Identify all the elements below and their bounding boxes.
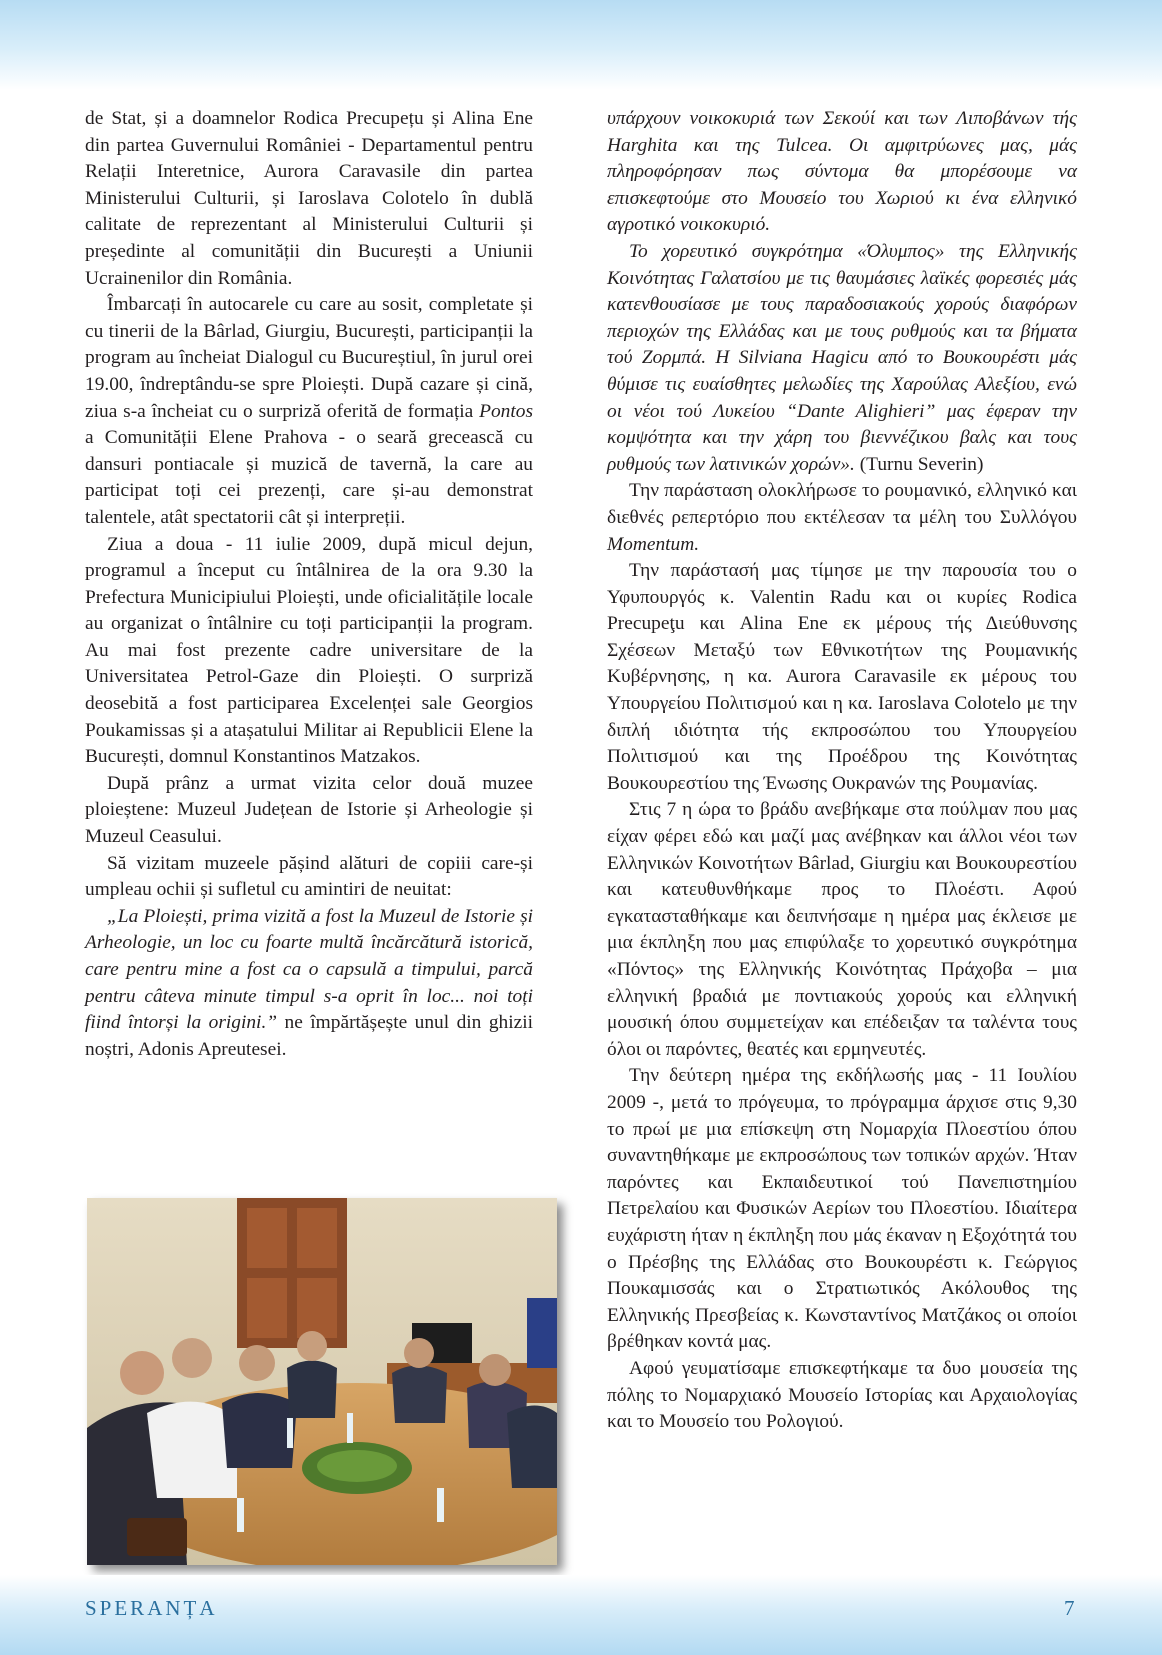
- magazine-title: SPERANȚA: [85, 1596, 218, 1620]
- paragraph: Ziua a doua - 11 iulie 2009, după micul dejun, programul a început cu întâlnirea de la ora 9.30 la Prefectura Municipiului Ploiești, unde oficialitățile locale au organizat o întâlnire cu toți participanții la program. Au mai fost prezente cadre universitare de la Universitatea Petrol-Gaze din Ploiești. O surpriză deosebită a fost participarea Excelenței sale Georgios Poukamissas și a atașatului Militar ai Republicii Elene la București, domnul Konstantinos Matzakos.: [85, 533, 533, 768]
- text-run: Την παράσταση ολοκλήρωσε το ρουμανικό, ελληνικό και διεθνές ρεπερτόριο που εκτέλεσαν τα μέλη του Συλλόγου: [607, 480, 1077, 528]
- paragraph: de Stat, și a doamnelor Rodica Precupețu și Alina Ene din partea Guvernului României - Departamentul pentru Relații Interetnice, Aurora Caravasile din partea Ministerului Culturii, și Iaroslava Colotelo în dublă calitate de reprezentant al Ministerului Culturii și președinte al comunității din București a Uniunii Ucrainenilor din România.: [85, 108, 533, 289]
- quote-paragraph: [85, 904, 533, 1064]
- paragraph: Την παράστασή μας τίμησε με την παρουσία του ο Υφυπουργός κ. Valentin Radu και οι κυρίες Rodica Precupeţu και Alina Ene εκ μέρους τής Διεύθυνσης Σχέσεων Μεταξύ των Εθνικοτήτων της Ρουμανικής Κυβέρνησης, η κα. Aurora Caravasile εκ μέρους του Υπουργείου Πολιτισμού και η κα. Iaroslava Colotelo με την διπλή ιδιότητα τής εκπροσώπου του Υπουργείου Πολιτισμού και της Προέδρου της Κοινότητας Βουκουρεστίου της Ένωσης Ουκρανών της Ρουμανίας.: [607, 560, 1077, 794]
- italic-ensemble-name: Pontos: [479, 400, 533, 422]
- right-text-column: [607, 106, 1077, 1436]
- left-text-column: [85, 106, 533, 1063]
- text-run: ne împărtășește unul din ghizii noștri, Adonis Apreutesei.: [85, 1012, 533, 1060]
- meeting-photo: [87, 1198, 557, 1565]
- paragraph: Στις 7 η ώρα το βράδυ ανεβήκαμε στα πούλμαν που μας είχαν φέρει εδώ και μαζί μας ανέβηκαν και άλλοι νέοι των Ελληνικών Κοινοτήτων Bârlad, Giurgiu και Βουκουρεστίου και κατευθυνθήκαμε προς το Πλοέστι. Αφού εγκατασταθήκαμε και δειπνήσαμε η ημέρα μας έκλεισε με μια έκπληξη που μας επιφύλαξε το χορευτικό συγκρότημα «Πόντος» της Ελληνικής Κοινότητας Πράχοβα – μια ελληνική βραδιά με ποντιακούς χορούς και ελληνική μουσική όπου συμμετείχαν και επέδειξαν τα ταλέντα τους όλοι οι παρόντες, θεατές και ερμηνευτές.: [607, 799, 1077, 1060]
- paragraph: După prânz a urmat vizita celor două muzee ploieștene: Muzeul Județean de Istorie și Arheologie și Muzeul Ceasului.: [85, 772, 533, 848]
- paragraph: [85, 292, 533, 531]
- italic-quote: Το χορευτικό συγκρότημα «Όλυμπος» της Ελληνικής Κοινότητας Γαλατσίου με τις θαυμάσιες λαϊκές φορεσιές μάς κατενθουσίασε με τους παραδοσιακούς χορούς διαφόρων περιοχών της Ελλάδας και με τους ρυθμούς και τα βήματα τού Ζορμπά. Η Silviana Hagicu από το Βουκουρέστι μάς θύμισε τις ευαίσθητες μελωδίες της Χαρούλας Αλεξίου, ενώ οι νέοι τού Λυκείου “Dante Alighieri” μας έφεραν την κομψότητα και την χάρη του βιεννέζικου βαλς και τους ρυθμούς των λατινικών χορών».: [607, 240, 1077, 475]
- paragraph: Την δεύτερη ημέρα της εκδήλωσής μας - 11 Ιουλίου 2009 -, μετά το πρόγευμα, το πρόγραμμα άρχισε στις 9,30 το πρωί με μια επίσκεψη στη Νομαρχία Πλοεστίου όπου συναντηθήκαμε με εκπροσώπους των τοπικών αρχών. Ήταν παρόντες και Εκπαιδευτικοί τού Πανεπιστημίου Πετρελαίου και Φυσικών Αερίων του Πλοεστίου. Ιδιαίτερα ευχάριστη ήταν η έκπληξη που μάς έκαναν η Εξοχότητά του ο Πρέσβης της Ελλάδας στο Βουκουρέστι κ. Γεώργιος Πουκαμισσάς και ο Στρατιωτικός Ακόλουθος της Ελληνικής Πρεσβείας κ. Κωνσταντίνος Ματζάκος οι οποίοι βρέθηκαν κοντά μας.: [607, 1065, 1077, 1353]
- italic-ensemble-name: Momentum.: [607, 533, 700, 555]
- text-run: (Turnu Severin): [854, 453, 984, 475]
- paragraph: [607, 478, 1077, 558]
- paragraph: Αφού γευματίσαμε επισκεφτήκαμε τα δυο μουσεία της πόλης το Νομαρχιακό Μουσείο Ιστορίας και Αρχαιολογίας και το Μουσείο του Ρολογιού.: [607, 1357, 1077, 1433]
- paragraph: Să vizitam muzeele pășind alături de copiii care-și umpleau ochii și sufletul cu amintiri de neuitat:: [85, 852, 533, 901]
- text-run: a Comunității Elene Prahova - o seară grecească cu dansuri pontiacale și muzică de tavernă, la care au participat toți cei prezenți, care și-au demonstrat talentele, atât spectatorii cât și interpreții.: [85, 427, 533, 528]
- text-run: Îmbarcați în autocarele cu care au sosit, completate și cu tinerii de la Bârlad, Giurgiu, București, participanții la program au încheiat Dialogul cu Bucureștiul, în jurul orei 19.00, îndreptându-se spre Ploiești. După cazare și cină, ziua s-a încheiat cu o surpriză oferită de formația: [85, 294, 533, 422]
- italic-quote: „La Ploiești, prima vizită a fost la Muzeul de Istorie și Arheologie, un loc cu foarte multă încărcătură istorică, care pentru mine a fost ca o capsulă a timpului, parcă pentru câteva minute timpul s-a oprit în loc... noi toți fiind întorși la origini.”: [85, 905, 533, 1034]
- top-header-band: [0, 0, 1162, 90]
- paragraph: [607, 239, 1077, 478]
- paragraph: υπάρχουν νοικοκυριά των Σεκούί και των Λιποβάνων τής Harghita και της Tulcea. Οι αμφιτρύωνες μας, μάς πληροφόρησαν πως σύντομα θα μπορέσουμε να επισκεφτούμε στο Μουσείο του Χωριού κι ένα ελληνικό αγροτικό νοικοκυριό.: [607, 108, 1077, 236]
- page-number: 7: [1064, 1596, 1075, 1620]
